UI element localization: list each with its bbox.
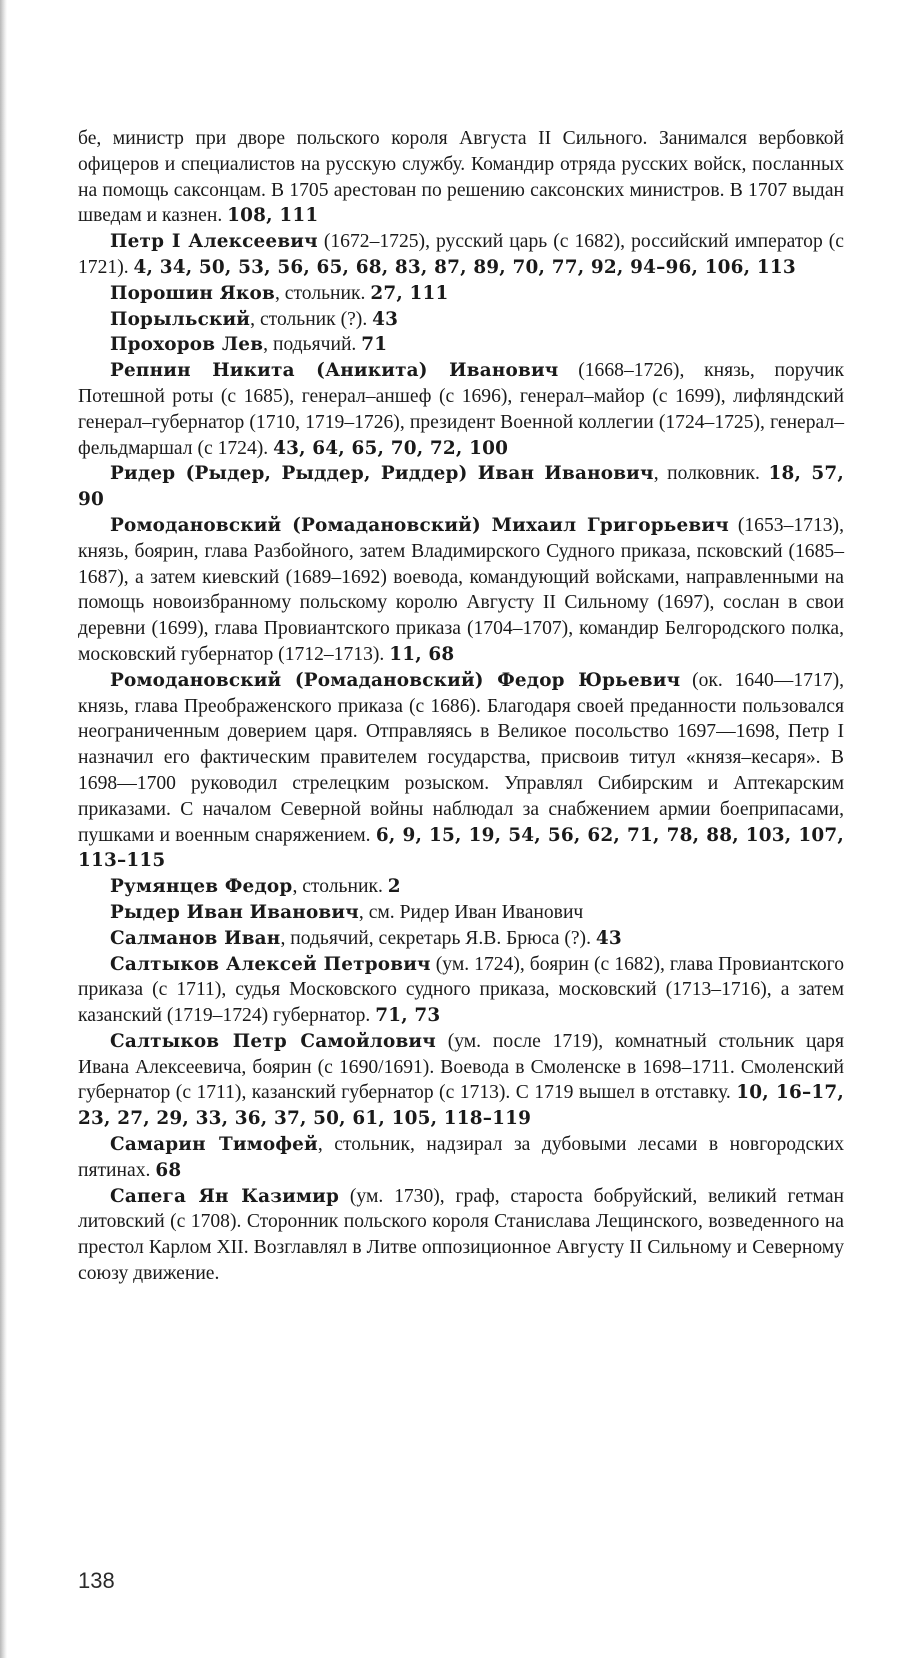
entry-pages: 4, 34, 50, 53, 56, 65, 68, 83, 87, 89, 70, 77, 92, 94–96, 106, 113: [133, 256, 796, 278]
entry-name: Прохоров Лев: [110, 334, 264, 356]
entry-name: Салманов Иван: [110, 927, 281, 949]
index-entry-poroshin: [78, 281, 844, 307]
entry-text: бе, министр при дворе польского короля Августа II Сильного. Занимался вербовкой офицеров и специалистов на русскую службу. Командир отряда русских войск, посланных на помощь саксонцам. В 1705 арестован по решению саксонских министров. В 1707 выдан шведам и казнен.: [78, 128, 844, 227]
index-entry-brus-continuation: [78, 126, 844, 229]
entry-pages: 6, 9, 15, 19, 54, 56, 62, 71, 78, 88, 103, 107, 113–115: [78, 824, 844, 872]
entry-pages: 68: [155, 1159, 182, 1181]
entry-text: , см. Ридер Иван Иванович: [358, 901, 584, 923]
entry-name: Рыдер Иван Иванович: [110, 901, 359, 923]
entry-pages: 10, 16–17, 23, 27, 29, 33, 36, 37, 50, 61, 105, 118–119: [78, 1082, 844, 1130]
index-entry-samarin: [78, 1132, 844, 1184]
index-entry-prokhorov: [78, 332, 844, 358]
entry-name: Ромодановский (Ромадановский) Федор Юрьевич: [110, 669, 681, 691]
entry-text: (1668–1726), князь, поручик Потешной роты (с 1685), генерал–аншеф (с 1696), генерал–майор (с 1699), лифляндский генерал–губернатор (1710, 1719–1726), президент Военной коллегии (1724–1725), генерал–фельдмаршал (с 1724).: [78, 360, 844, 459]
entry-name: Репнин Никита (Аникита) Иванович: [110, 360, 559, 382]
entry-text: (ум. 1724), боярин (с 1682), глава Провиантского приказа (с 1711), судья Московского судного приказа, московский (1713–1716), а затем казанский (1719–1724) губернатор.: [78, 953, 844, 1027]
entry-text: , стольник.: [292, 876, 383, 898]
entry-pages: 2: [387, 876, 401, 898]
entry-name: Порыльский: [110, 308, 251, 330]
index-entry-romodanovsky-fedor: [78, 668, 844, 874]
entry-pages: 43: [372, 308, 399, 330]
entry-text: (1653–1713), князь, боярин, глава Разбойного, затем Владимирского Судного приказа, псковский (1685–1687), а затем киевский (1689–1692) воевода, командующий войсками, направленными на помощь новоизбранному польскому королю Августу II Сильному (1697), сослан в свои деревни (1699), глава Провиантского приказа (1704–1707), командир Белгородского полка, московский губернатор (1712–1713).: [78, 514, 844, 665]
index-entry-romodanovsky-mikhail: [78, 513, 844, 668]
entry-name: Порошин Яков: [110, 282, 275, 304]
entry-name: Салтыков Алексей Петрович: [110, 953, 431, 975]
entry-pages: 43, 64, 65, 70, 72, 100: [273, 437, 509, 459]
entry-text: (ок. 1640—1717), князь, глава Преображенского приказа (с 1686). Благодаря своей преданности пользовался неограниченным доверием царя. Отправляясь в Великое посольство 1697—1698, Петр I назначил его фактическим правителем государства, присвоив титул «князя–кесаря». В 1698—1700 руководил стрелецким розыском. Управлял Сибирским и Аптекарским приказами. С началом Северной войны наблюдал за снабжением армии боеприпасами, пушками и военным снаряжением.: [78, 669, 844, 846]
page-number: 138: [78, 1568, 115, 1593]
index-entry-rider: [78, 461, 844, 513]
index-entry-salmanov: [78, 926, 844, 952]
entry-name: Румянцев Федор: [110, 876, 293, 898]
index-entry-petr: [78, 229, 844, 281]
entry-pages: 71: [361, 334, 388, 356]
entry-pages: 18, 57, 90: [78, 463, 845, 511]
entry-name: Салтыков Петр Самойлович: [110, 1030, 436, 1052]
entry-name: Самарин Тимофей: [110, 1134, 318, 1156]
page-binding-shadow: [0, 0, 7, 1658]
entry-text: , подьячий, секретарь Я.В. Брюса (?).: [280, 927, 591, 949]
entry-text: , стольник, надзирал за дубовыми лесами в новгородских пятинах.: [78, 1134, 844, 1181]
entry-name: Ромодановский (Ромадановский) Михаил Григорьевич: [110, 514, 729, 536]
index-entry-repnin: [78, 358, 844, 461]
entry-pages: 27, 111: [370, 282, 449, 304]
index-text-block: [78, 126, 844, 1287]
entry-text: (ум. 1730), граф, староста бобруйский, великий гетман литовский (с 1708). Сторонник польского короля Станислава Лещинского, возведенного на престол Карлом XII. Возглавлял в Литве оппозиционное Августу II Сильному и Северному союзу движение.: [78, 1185, 844, 1285]
entry-text: , подьячий.: [263, 334, 357, 356]
index-entry-saltykov-petr: [78, 1029, 844, 1132]
entry-name: Петр I Алексеевич: [110, 231, 318, 253]
index-entry-saltykov-aleksei: [78, 952, 844, 1029]
index-entry-porylsky: [78, 307, 844, 333]
entry-pages: 108, 111: [227, 205, 319, 227]
entry-name: Сапега Ян Казимир: [110, 1185, 340, 1207]
entry-text: , стольник (?).: [250, 308, 368, 330]
index-entry-ryder: [78, 900, 844, 926]
entry-pages: 43: [595, 927, 622, 949]
entry-text: (ум. после 1719), комнатный стольник царя Ивана Алексеевича, боярин (с 1690/1691). Воевода в Смоленске в 1698–1711. Смоленский губернатор (с 1711), казанский губернатор (с 1713). С 1719 вышел в отставку.: [78, 1030, 844, 1104]
entry-pages: 71, 73: [375, 1005, 441, 1027]
entry-text: (1672–1725), русский царь (с 1682), российский император (с 1721).: [78, 231, 844, 278]
index-entry-rumyantsev: [78, 874, 844, 900]
entry-name: Ридер (Рыдер, Рыддер, Риддер) Иван Иванович: [110, 463, 654, 485]
entry-text: , стольник.: [274, 282, 366, 304]
entry-text: , полковник.: [653, 463, 760, 485]
entry-pages: 11, 68: [389, 643, 455, 665]
index-entry-sapega: [78, 1184, 844, 1287]
